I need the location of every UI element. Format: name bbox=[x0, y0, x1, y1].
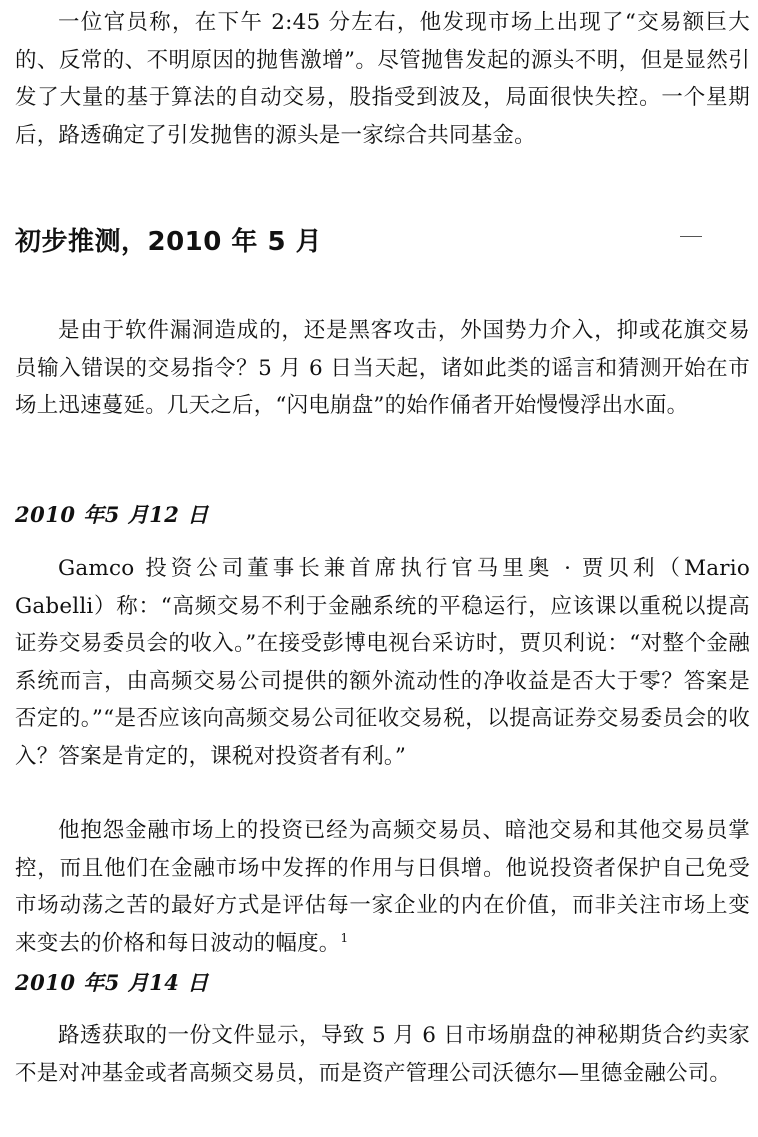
section-title: 初步推测，2010 年 5 月 bbox=[15, 227, 323, 257]
paragraph-gabelli-quote bbox=[15, 550, 750, 775]
paragraph-text: 他抱怨金融市场上的投资已经为高频交易员、暗池交易和其他交易员掌控，而且他们在金融市场中发挥的作用与日俱增。他说投资者保护自己免受市场动荡之苦的最好方式是评估每一家企业的内在价值，而非关注市场上变来变去的价格和每日波动的幅度。 bbox=[15, 818, 750, 956]
date-heading-may-14: 2010 年5 月14 日 bbox=[15, 970, 209, 995]
paragraph-text: 是由于软件漏洞造成的，还是黑客攻击，外国势力介入，抑或花旗交易员输入错误的交易指令？5 月 6 日当天起，诸如此类的谣言和猜测开始在市场上迅速蔓延。几天之后，“闪电崩盘”的始作俑者开始慢慢浮出水面。 bbox=[15, 318, 750, 418]
paragraph-rumors bbox=[15, 312, 750, 425]
scan-speck bbox=[680, 236, 702, 237]
paragraph-body bbox=[15, 812, 750, 962]
paragraph-reuters-document bbox=[15, 1017, 750, 1092]
paragraph-text: Gamco 投资公司董事长兼首席执行官马里奥 · 贾贝利（Mario Gabelli）称：“高频交易不利于金融系统的平稳运行，应该课以重税以提高证券交易委员会的收入。”在接受彭博电视台采访时，贾贝利说：“对整个金融系统而言，由高频交易公司提供的额外流动性的净收益是否大于零？答案是否定的。”“是否应该向高频交易公司征收交易税，以提高证券交易委员会的收入？答案是肯定的，课税对投资者有利。” bbox=[15, 556, 750, 769]
paragraph-text: 一位官员称，在下午 2:45 分左右，他发现市场上出现了“交易额巨大的、反常的、不明原因的抛售激增”。尽管抛售发起的源头不明，但是显然引发了大量的基于算法的自动交易，股指受到波及，局面很快失控。一个星期后，路透确定了引发抛售的源头是一家综合共同基金。 bbox=[15, 10, 750, 148]
paragraph-text: 路透获取的一份文件显示，导致 5 月 6 日市场崩盘的神秘期货合约卖家不是对冲基金或者高频交易员，而是资产管理公司沃德尔—里德金融公司。 bbox=[15, 1023, 750, 1086]
footnote-marker[interactable]: 1 bbox=[340, 930, 349, 945]
date-heading-may-12: 2010 年5 月12 日 bbox=[15, 502, 209, 527]
paragraph-gabelli-complaint bbox=[15, 812, 750, 962]
paragraph-sell-off-report bbox=[15, 4, 750, 154]
